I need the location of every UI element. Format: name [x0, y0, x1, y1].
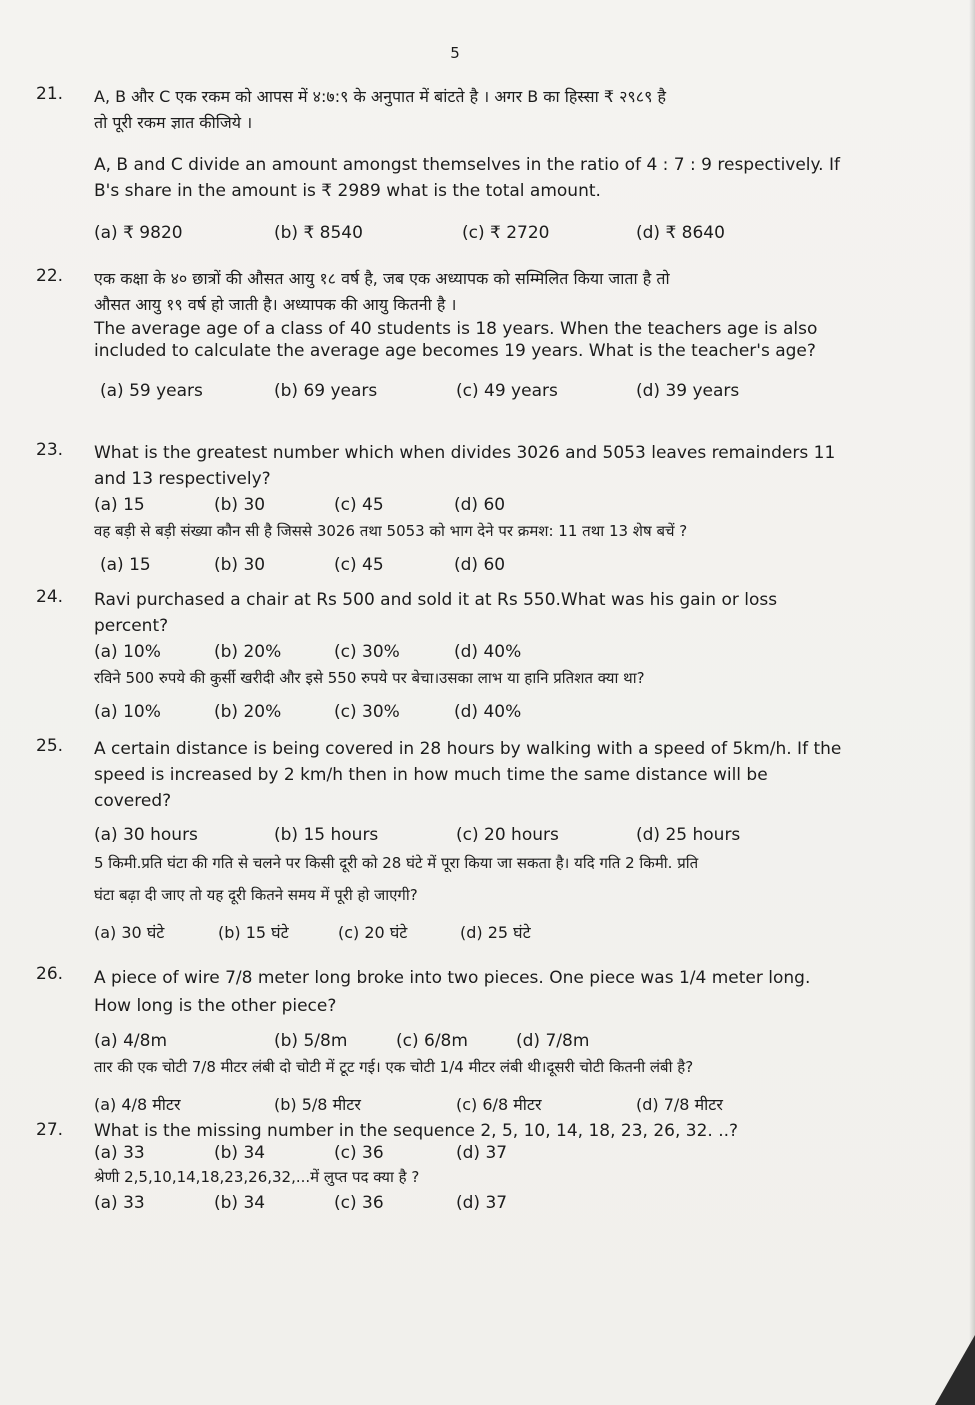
option-d: (d) 25 घंटे: [460, 923, 531, 942]
question-text-hindi: वह बड़ी से बड़ी संख्या कौन सी है जिससे 3026 तथा 5053 को भाग देने पर क्रमश: 11 तथा 13 शेष बचें ?: [94, 522, 688, 540]
option-b: (b) 15 hours: [274, 825, 379, 845]
question-body: [94, 587, 884, 725]
question-text-english: included to calculate the average age becomes 19 years. What is the teacher's age?: [94, 341, 816, 361]
answer-options: [94, 1142, 884, 1164]
question-number: 26.: [36, 964, 64, 984]
question-text-hindi: 5 किमी.प्रति घंटा की गति से चलने पर किसी दूरी को 28 घंटे में पूरा किया जा सकता है। यदि गति 2 किमी. प्रति: [94, 854, 699, 872]
question-text-english: percent?: [94, 616, 169, 636]
option-b: (b) 34: [214, 1193, 266, 1213]
question-text-hindi: A, B और C एक रकम को आपस में ४:७:९ के अनुपात में बांटते है । अगर B का हिस्सा ₹ २९८९ है: [94, 87, 666, 106]
option-a: (a) 10%: [94, 642, 161, 662]
option-b: (b) 30: [214, 495, 266, 515]
question-body: [94, 266, 884, 404]
option-a: (a) 15: [100, 555, 151, 575]
option-a: (a) 30 घंटे: [94, 923, 165, 942]
answer-options: [94, 220, 884, 246]
option-c: (c) 6/8m: [396, 1031, 468, 1051]
page-edge-shadow: [969, 0, 975, 1405]
question-text-hindi: तो पूरी रकम ज्ञात कीजिये ।: [94, 113, 253, 132]
option-b: (b) 34: [214, 1143, 266, 1163]
question-number: 24.: [36, 587, 64, 607]
answer-options: [94, 1028, 884, 1054]
question-text-hindi: घंटा बढ़ा दी जाए तो यह दूरी कितने समय में पूरी हो जाएगी?: [94, 886, 418, 904]
question-text-hindi: एक कक्षा के ४० छात्रों की औसत आयु १८ वर्ष है, जब एक अध्यापक को सम्मिलित किया जाता है तो: [94, 269, 670, 288]
question-body: [94, 1120, 884, 1216]
option-b: (b) 20%: [214, 642, 282, 662]
question-number: 21.: [36, 84, 64, 104]
option-a: (a) 30 hours: [94, 825, 198, 845]
option-d: (d) 25 hours: [636, 825, 741, 845]
option-a: (a) 4/8 मीटर: [94, 1095, 181, 1114]
option-b: (b) 20%: [214, 702, 282, 722]
question-text-english: A, B and C divide an amount amongst themselves in the ratio of 4 : 7 : 9 respectively. If: [94, 155, 840, 175]
option-c: (c) 30%: [334, 702, 400, 722]
option-c: (c) 36: [334, 1193, 384, 1213]
answer-options: [94, 920, 884, 946]
option-a: (a) 59 years: [100, 381, 203, 401]
option-c: (c) 20 घंटे: [338, 923, 408, 942]
option-d: (d) 60: [454, 555, 506, 575]
option-d: (d) 40%: [454, 702, 522, 722]
option-b: (b) 15 घंटे: [218, 923, 289, 942]
question-text-english: What is the missing number in the sequence 2, 5, 10, 14, 18, 23, 26, 32. ..?: [94, 1121, 739, 1141]
question-text-english: speed is increased by 2 km/h then in how much time the same distance will be: [94, 765, 768, 785]
question-text-hindi: औसत आयु १९ वर्ष हो जाती है। अध्यापक की आयु कितनी है ।: [94, 295, 457, 314]
page-corner: [935, 1335, 975, 1405]
question-body: [94, 440, 884, 578]
option-c: (c) 49 years: [456, 381, 558, 401]
option-a: (a) 10%: [94, 702, 161, 722]
option-b: (b) 5/8m: [274, 1031, 348, 1051]
question-text-english: A piece of wire 7/8 meter long broke into two pieces. One piece was 1/4 meter long.: [94, 968, 811, 988]
page-number: 5: [450, 44, 460, 62]
option-a: (a) 33: [94, 1143, 145, 1163]
question-text-english: The average age of a class of 40 students is 18 years. When the teachers age is also: [94, 319, 818, 339]
option-b: (b) ₹ 8540: [274, 223, 363, 243]
answer-options: [94, 492, 884, 518]
option-c: (c) 45: [334, 555, 384, 575]
option-c: (c) 30%: [334, 642, 400, 662]
option-b: (b) 30: [214, 555, 266, 575]
answer-options: [94, 639, 884, 665]
option-d: (d) 7/8m: [516, 1031, 590, 1051]
option-c: (c) 20 hours: [456, 825, 559, 845]
answer-options: [94, 822, 884, 848]
question-number: 22.: [36, 266, 64, 286]
question-text-hindi: तार की एक चोटी 7/8 मीटर लंबी दो चोटी में टूट गई। एक चोटी 1/4 मीटर लंबी थी।दूसरी चोटी कितनी लंबी है?: [94, 1058, 694, 1076]
option-a: (a) 4/8m: [94, 1031, 168, 1051]
answer-options: [94, 378, 884, 404]
option-a: (a) ₹ 9820: [94, 223, 183, 243]
question-text-hindi: श्रेणी 2,5,10,14,18,23,26,32,...में लुप्त पद क्या है ?: [94, 1168, 420, 1186]
answer-options: [94, 1092, 884, 1118]
option-d: (d) 37: [456, 1143, 508, 1163]
option-d: (d) ₹ 8640: [636, 223, 725, 243]
question-number: 27.: [36, 1120, 64, 1140]
answer-options: [94, 699, 884, 725]
question-text-hindi: रविने 500 रुपये की कुर्सी खरीदी और इसे 550 रुपये पर बेचा।उसका लाभ या हानि प्रतिशत क्या था?: [94, 669, 645, 687]
option-c: (c) 45: [334, 495, 384, 515]
question-text-english: How long is the other piece?: [94, 996, 337, 1016]
option-d: (d) 37: [456, 1193, 508, 1213]
question-number: 23.: [36, 440, 64, 460]
question-text-english: Ravi purchased a chair at Rs 500 and sold it at Rs 550.What was his gain or loss: [94, 590, 778, 610]
option-c: (c) ₹ 2720: [462, 223, 550, 243]
answer-options: [94, 1190, 884, 1216]
option-c: (c) 6/8 मीटर: [456, 1095, 542, 1114]
option-d: (d) 40%: [454, 642, 522, 662]
question-text-english: A certain distance is being covered in 28 hours by walking with a speed of 5km/h. If the: [94, 739, 842, 759]
question-text-english: and 13 respectively?: [94, 469, 271, 489]
question-text-english: B's share in the amount is ₹ 2989 what is the total amount.: [94, 181, 601, 201]
question-body: [94, 736, 884, 946]
option-a: (a) 33: [94, 1193, 145, 1213]
question-body: [94, 964, 884, 1118]
question-body: [94, 84, 884, 246]
option-b: (b) 5/8 मीटर: [274, 1095, 361, 1114]
option-b: (b) 69 years: [274, 381, 378, 401]
option-a: (a) 15: [94, 495, 145, 515]
question-text-english: covered?: [94, 791, 172, 811]
option-d: (d) 7/8 मीटर: [636, 1095, 723, 1114]
option-d: (d) 39 years: [636, 381, 740, 401]
option-c: (c) 36: [334, 1143, 384, 1163]
question-number: 25.: [36, 736, 64, 756]
question-text-english: What is the greatest number which when divides 3026 and 5053 leaves remainders 11: [94, 443, 836, 463]
answer-options: [94, 552, 884, 578]
option-d: (d) 60: [454, 495, 506, 515]
